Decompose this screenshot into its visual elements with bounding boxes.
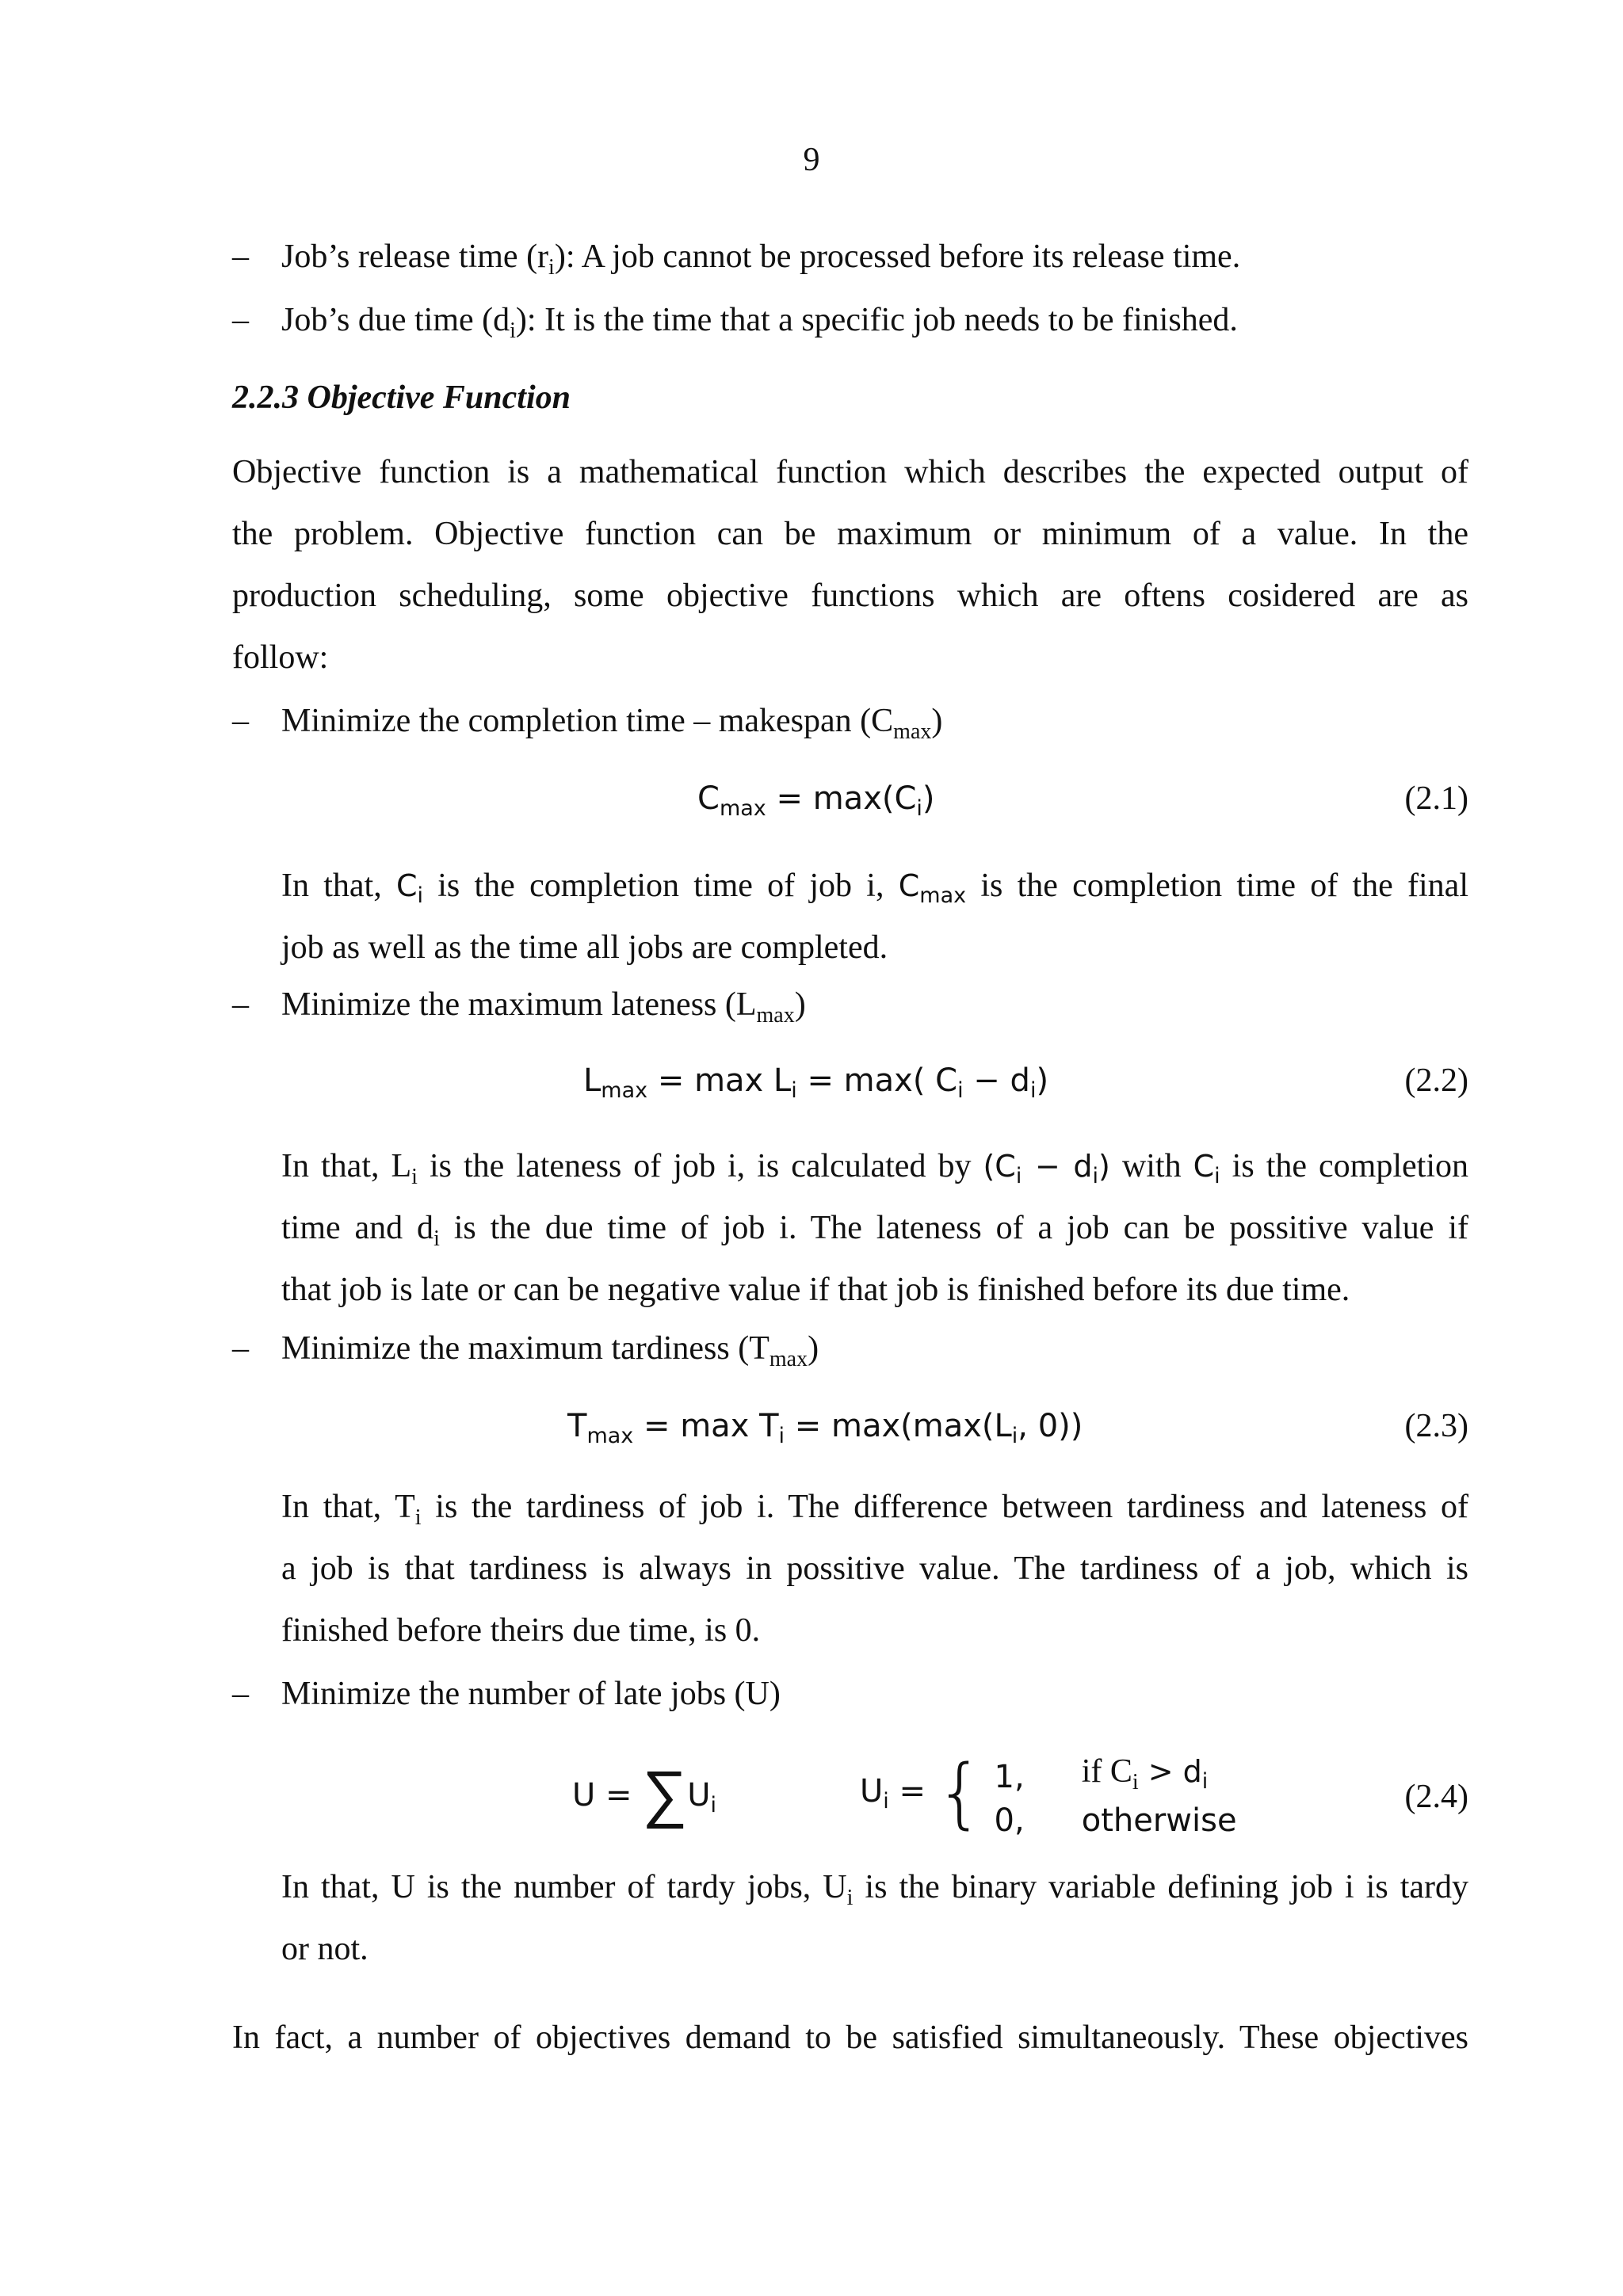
equation-2-2: $L_{max} = \max L_i = \max$( $C_i - d_i$) <box>583 1062 1049 1103</box>
equation-2-3: $T_{max} = \max T_i = \max(\max(L_i$, 0)) <box>567 1408 1083 1448</box>
bullet-tardiness: Minimize the maximum tardiness $(T_{max})$ <box>281 1330 819 1371</box>
paragraph-line: production scheduling, some objective functions which are oftens cosidered are as <box>232 578 1468 614</box>
bullet-dash: – <box>232 1330 249 1367</box>
bullet-lateness: Minimize the maximum lateness $(L_{max})$ <box>281 986 806 1028</box>
bullet-dash: – <box>232 986 249 1023</box>
paragraph-line: In fact, a number of objectives demand to be satisfied simultaneously. These objectives <box>232 2019 1468 2056</box>
paragraph-line: In that, $L_i$ is the lateness of job i, is calculated by (Ci − di) with Ci is the completion <box>281 1148 1468 1189</box>
bullet-dash: – <box>232 703 249 739</box>
paragraph-line: or not. <box>281 1931 369 1967</box>
left-brace: { <box>935 1749 984 1837</box>
bullet-dash: – <box>232 1676 249 1712</box>
paragraph-line: that job is late or can be negative value if that job is finished before its due time. <box>281 1272 1350 1308</box>
bullet-makespan: Minimize the completion time – makespan $(C_{max})$ <box>281 703 943 744</box>
equation-number: (2.1) <box>1404 780 1468 817</box>
cases-table: 1, if $C_i$ > di 0, otherwise <box>994 1753 1237 1839</box>
paragraph-line: In that, U is the number of tardy jobs, $U_i$ is the binary variable defining job i is tardy <box>281 1869 1469 1910</box>
equation-number: (2.3) <box>1404 1408 1468 1444</box>
page-number: 9 <box>803 142 820 178</box>
equation-number: (2.4) <box>1404 1779 1468 1815</box>
sigma-symbol: ∑ <box>642 1756 688 1830</box>
paragraph-line: time and $d_i$ is the due time of job i. The lateness of a job can be possitive value if <box>281 1210 1468 1251</box>
paragraph-line: job as well as the time all jobs are completed. <box>281 929 888 966</box>
paragraph-line: finished before theirs due time, is 0. <box>281 1612 761 1649</box>
bullet-dash: – <box>232 302 249 338</box>
equation-2-4-cases: $U_i$ = { 1, if $C_i$ > di 0, otherwise <box>860 1753 1247 1840</box>
section-heading: 2.2.3 Objective Function <box>232 379 571 416</box>
equation-2-4-sum: $U = \sum U_i$ <box>572 1756 717 1830</box>
paragraph-line: follow: <box>232 639 329 676</box>
bullet-release-time: Job’s release time $(r_i)$: A job cannot be processed before its release time. <box>281 238 1241 280</box>
equation-2-1: $C_{max} = \max(C_i)$ <box>697 780 935 821</box>
paragraph-line: a job is that tardiness is always in possitive value. The tardiness of a job, which is <box>281 1550 1468 1587</box>
paragraph-line: the problem. Objective function can be maximum or minimum of a value. In the <box>232 516 1468 552</box>
equation-number: (2.2) <box>1404 1062 1468 1099</box>
paragraph-line: In that, Ci is the completion time of job i, Cmax is the completion time of the final <box>281 868 1468 908</box>
paragraph-line: In that, $T_i$ is the tardiness of job i. The difference between tardiness and lateness of <box>281 1489 1468 1530</box>
bullet-dash: – <box>232 238 249 275</box>
bullet-due-time: Job’s due time $(d_i)$: It is the time that a specific job needs to be finished. <box>281 302 1238 343</box>
paragraph-line: Objective function is a mathematical function which describes the expected output of <box>232 454 1468 490</box>
bullet-late-jobs: Minimize the number of late jobs (U) <box>281 1676 781 1712</box>
